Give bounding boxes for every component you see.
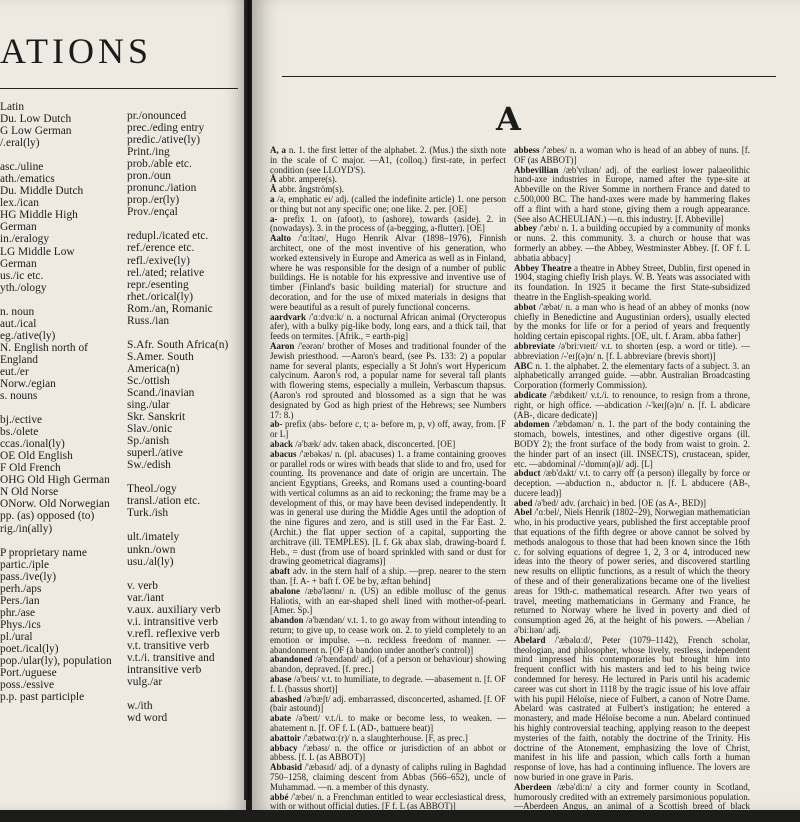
entry-definition: /'æbdəmən/ n. 1. the part of the body containing the stomach, bowels, intestines, and other digestive organs (ill. BODY 2); the front surface of the body from waist to groin. 2. the hinder part of an insect (ill. INSECTS), crustacean, spider, etc. —abdominal /-'dɒmɪn(ə)l/ adj. [L] (514, 419, 750, 469)
entry-headword: abbot (514, 301, 537, 312)
abbreviation-line: v.i. intransitive verb (127, 615, 218, 628)
abbreviation-line: v. verb (127, 579, 158, 592)
abbreviation-line: superl./ative (127, 447, 183, 460)
entry-headword: aback (270, 438, 294, 449)
entry-definition: /'æbes/ n. a woman who is head of an abbey of nuns. [f. OF (as ABBOT)] (514, 145, 750, 165)
dictionary-entry (514, 391, 750, 420)
abbreviation-line: asc./uline (0, 161, 44, 174)
left-page (0, 0, 246, 810)
entry-headword: abase (270, 674, 292, 685)
abbreviation-line: pop./ular(ly), population (0, 654, 112, 667)
entry-headword: Abel (514, 507, 532, 518)
entry-definition: /ə'bændən/ v.t. 1. to go away from without intending to return; to give up, to cease work on. 2. to yield completely to an emotion or impulse. —n. reckless freedom of manner. —abandonment n. [OF (à bandon under another's control)] (270, 615, 506, 655)
abbreviation-line (0, 149, 112, 161)
entry-headword: A, a (270, 145, 287, 155)
entry-headword: a (270, 193, 275, 204)
dictionary-column-1 (270, 146, 506, 812)
abbreviation-line: intransitive verb (127, 663, 202, 676)
abbreviation-line: Russ./ian (127, 314, 170, 327)
abbreviation-line: ath./ematics (0, 173, 55, 186)
entry-definition: prefix (abs- before c, t; a- before m, p, v) off, away, from. [F or L] (270, 419, 506, 440)
abbreviation-line: America(n) (127, 362, 180, 375)
dictionary-entry (514, 420, 750, 469)
entry-definition: /'ɑːbel/, Niels Henrik (1802–29), Norwegian mathematician who, in his productive years, published the first acceptable proof that equations of the fifth degree or above cannot be solved by methods analogous to those that had been known since the 16th c. for solving equations of degree 1, 2, 3 or 4, introduced new ideas into the theory of power series, and discovered startling new results on elliptic functions, as a result of which the theory of these and of their generalizations became one of the liveliest areas for 19th-c. mathematical research. After two years of travel, meeting mathematicians in Germany and France, he returned to Norway where he lived in poverty and died of consumption aged 26, at the height of his powers. —Abelian /ə'biːlɪən/ adj. (514, 507, 750, 636)
abbreviation-line: Rom./an, Romanic (127, 302, 213, 315)
dictionary-entry (270, 763, 506, 792)
abbreviation-line: LG Middle Low (0, 245, 75, 258)
abbreviation-line: F Old French (0, 462, 61, 475)
abbreviation-line: ONorw. Old Norwegian (0, 498, 110, 511)
abbreviation-line: repr./esenting (127, 278, 189, 291)
abbreviation-line (0, 294, 112, 306)
abbreviation-line: yth./ology (0, 281, 47, 294)
dictionary-entry (270, 587, 506, 616)
entry-headword: abate (270, 713, 291, 724)
entry-definition: /æb'dʌkt/ v.t. to carry off (a person) illegally by force or deception. —abduction n., abductor n. [f. L abducere (AB-, ducere lead)] (514, 468, 750, 498)
entry-definition: /'æbəsɪ/ n. the office or jurisdiction of an abbot or abbess. [f. L (as ABBOT)] (270, 742, 506, 763)
dictionary-column-2 (514, 146, 750, 822)
entry-headword: abandon (270, 615, 304, 626)
dictionary-entry (270, 195, 506, 215)
abbreviation-line: pronunc./iation (127, 182, 197, 195)
dictionary-entry (514, 469, 750, 498)
dictionary-entry (514, 636, 750, 783)
abbreviation-line: S.Amer. South (127, 350, 194, 363)
abbreviation-line: partic./iple (0, 558, 50, 571)
entry-headword: abattoir (270, 732, 301, 743)
abbreviation-line: Latin (0, 101, 25, 113)
abbreviation-line: P proprietary name (0, 546, 87, 559)
entry-headword: Abbasid (270, 762, 303, 773)
abbreviation-line: /.eral(ly) (0, 137, 40, 150)
entry-definition: /'æbeɪ/ n. a Frenchman entitled to wear ecclesiastical dress, with or without official duties. [F f. L (as ABBOT)] (270, 791, 506, 812)
dictionary-entry (270, 695, 506, 715)
abbreviation-line: n. noun (0, 305, 35, 318)
abbreviation-line: Du. Middle Dutch (0, 185, 84, 198)
entry-definition: /'ɑːltəʊ/, Hugo Henrik Alvar (1898–1976), Finnish architect, one of the most inventive of his generation, who worked extensively in Europe and America as well as in Finland, where he was responsible for the design of a number of public buildings. He is notable for his expressive and inventive use of timber (Finland's basic building material) for structure and decoration, and for the use of mixed materials in designs that were beautiful as a result of purely functional concerns. (270, 233, 506, 312)
entry-headword: Abbey Theatre (514, 262, 572, 273)
abbreviation-line: prob./able etc. (127, 158, 192, 171)
abbreviation-line: pron./oun (127, 170, 171, 183)
abbreviation-line: Print./ing (127, 146, 170, 159)
entry-definition: /'eərən/ brother of Moses and traditional founder of the Jewish priesthood. —Aaron's beard, (see Ps. 133: 2) a popular name for several plants, especially a St John's wort Hypericum calycinum. Aaron's rod, a popular name for several tall plants with flowering stems, especially a mullein, Verbascum thapsus. (Aaron's rod sprouted and blossomed as a sign that he was designated by God as high priest of the Hebrews; see Numbers 17: 8.) (270, 340, 506, 420)
abbreviation-line: pr./onounced (127, 110, 187, 122)
abbreviation-line: pp. (as) opposed (to) (0, 510, 95, 523)
entry-definition: /'ɑːdvɑːk/ n. a nocturnal African animal (Orycteropus afer), with a bulky pig-like body, long ears, and a thick tail, that feeds on termites. [Afrik., = earth-pig] (270, 311, 506, 342)
abbreviations-column-1 (0, 101, 112, 703)
abbreviation-line: Pers./ian (0, 594, 40, 607)
entry-definition: /'æbət/ n. a man who is head of an abbey of monks (now chiefly in Benedictine and Augustinian orders), usually elected by the monks for life or for a period of years and frequently holding certain episcopal rights. [OE, ult. f. Aram. abba father] (514, 301, 750, 342)
dictionary-entry (514, 303, 750, 342)
entry-headword: ABC (514, 360, 534, 371)
entry-headword: abdicate (514, 389, 547, 400)
abbreviation-line (127, 568, 228, 580)
dictionary-entry (270, 616, 506, 655)
left-page-rule (0, 88, 238, 89)
abbreviation-line: Norw./egian (0, 377, 56, 390)
abbreviation-line: N. English north of (0, 341, 88, 354)
abbreviation-line: poet./ical(ly) (0, 642, 59, 655)
abbreviation-line: prop./er(ly) (127, 194, 180, 207)
abbreviation-line: aut./ical (0, 317, 37, 330)
abbreviation-line: G Low German (0, 125, 72, 138)
entry-definition: /ə, emphatic eɪ/ adj. (called the indefinite article) 1. one person or thing but not any specific one; one like. 2. per. [OE] (270, 193, 506, 214)
dictionary-entry (270, 313, 506, 342)
abbreviation-line: prec./eding entry (127, 122, 205, 135)
abbreviation-line: s. nouns (0, 390, 38, 403)
abbreviation-line: Du. Low Dutch (0, 113, 72, 126)
dictionary-entry (270, 342, 506, 420)
abbreviation-line: Prov./ençal (127, 206, 178, 219)
abbreviation-line: Skr. Sanskrit (127, 411, 186, 424)
abbreviation-line: phr./ase (0, 606, 36, 619)
abbreviation-line: w./ith (127, 700, 153, 713)
entry-headword: abbess (514, 145, 540, 155)
entry-definition: /'æbəsɪd/ adj. of a dynasty of caliphs ruling in Baghdad 750–1258, claiming descent from Abbas (566–652), uncle of Muhammad. —n. a member of this dynasty. (270, 762, 506, 792)
entry-headword: Å (270, 174, 277, 185)
entry-headword: abbé (270, 791, 289, 802)
abbreviation-line: lex./ican (0, 197, 39, 210)
abbreviation-line: N Old Norse (0, 486, 59, 499)
entry-headword: abdomen (514, 419, 550, 430)
abbreviation-line: ref./erence etc. (127, 242, 195, 255)
abbreviation-line: bs./olete (0, 426, 39, 439)
abbreviation-line: bj./ective (0, 414, 43, 427)
abbreviation-line: pl./ural (0, 630, 33, 643)
abbreviation-line: England (0, 353, 38, 366)
entry-definition: a theatre in Abbey Street, Dublin, first opened in 1904, staging chiefly Irish plays. W. B. Yeats was associated with its foundation. In 1925 it became the first State-subsidized theatre in the English-speaking world. (514, 262, 750, 302)
dictionary-entry (514, 783, 750, 822)
entry-headword: ab- (270, 419, 283, 430)
entry-headword: abandoned (270, 654, 313, 665)
dictionary-entry (270, 450, 506, 568)
abbreviation-line: HG Middle High (0, 209, 78, 222)
entry-headword: abbey (514, 223, 538, 234)
entry-definition: prefix 1. on (afoot), to (ashore), towards (aside). 2. in (nowadays). 3. in the process of (a-begging, a-flutter). [OE] (270, 213, 506, 234)
abbreviation-line: in./eralogy (0, 233, 50, 246)
abbreviation-line (0, 535, 112, 547)
abbreviation-line (127, 471, 228, 483)
entry-definition: n. 1. the alphabet. 2. the elementary facts of a subject. 3. an alphabetically arranged guide. —abbr. Australian Broadcasting Corporation (formerly Commission). (514, 360, 750, 391)
entry-headword: Aberdeen (514, 781, 552, 792)
entry-headword: abalone (270, 585, 301, 596)
abbreviation-line: Slav./onic (127, 423, 173, 436)
abbreviation-line: S.Afr. South Africa(n) (127, 338, 229, 351)
abbreviation-line: wd word (127, 712, 168, 725)
abbreviation-line: unkn./own (127, 543, 176, 556)
entry-definition: abbr. ångström(s). (276, 184, 344, 195)
abbreviation-line: ccas./ional(ly) (0, 438, 65, 451)
abbreviation-line: Sw./edish (127, 459, 171, 472)
entry-definition: /æbə'ləʊnɪ/ n. (US) an edible mollusc of the genus Haliotis, with an ear-shaped shell lined with mother-of-pearl. [Amer. Sp.] (270, 585, 506, 616)
abbreviation-line: p.p. past participle (0, 691, 85, 704)
abbreviation-line: Turk./ish (127, 507, 169, 520)
abbreviation-line: v.t. transitive verb (127, 639, 210, 652)
abbreviation-line: redupl./icated etc. (127, 230, 209, 243)
abbreviation-line (127, 519, 228, 531)
abbreviation-line: refl./exive(ly) (127, 254, 190, 267)
abbreviation-line: v.aux. auxiliary verb (127, 603, 221, 616)
entry-headword: abbacy (270, 742, 298, 753)
abbreviation-line: predic./ative(ly) (127, 134, 201, 147)
dictionary-entry (514, 264, 750, 303)
dictionary-entry (270, 234, 506, 312)
entry-definition: /ə'bed/ adv. (archaic) in bed. [OE (as A-, BED)] (532, 497, 706, 508)
entry-definition: /ə'bæk/ adv. taken aback, disconcerted. [OE] (293, 438, 456, 449)
entry-definition: abbr. ampere(s). (276, 174, 337, 185)
entry-definition: /'æbətwɑː(r)/ n. a slaughterhouse. [F, as prec.] (301, 732, 468, 743)
abbreviation-line: rig./in(ally) (0, 522, 53, 535)
abbreviation-line: Theol./ogy (127, 483, 177, 496)
dictionary-entry (270, 655, 506, 675)
dictionary-entry (514, 508, 750, 635)
dictionary-entry (270, 215, 506, 235)
entry-headword: Abbevillian (514, 164, 559, 175)
entry-headword: abashed (270, 693, 302, 704)
abbreviation-line (0, 402, 112, 414)
entry-definition: /ə'bæʃt/ adj. embarrassed, disconcerted, ashamed. [f. OF (bair astound)] (270, 693, 506, 714)
dictionary-entry (270, 675, 506, 695)
entry-headword: abacus (270, 448, 297, 459)
dictionary-entry (270, 793, 506, 813)
entry-definition: /æbə'diːn/ a city and former county in Scotland, humorously credited with an extremely parsimonious population. —Aberdeen Angus, an animal of a Scottish breed of black hornless cattle. —Aberdonian /-'dəʊnɪən/ adj. & n. (514, 781, 750, 822)
abbreviation-line: v.refl. reflexive verb (127, 627, 220, 640)
entry-definition: /'æbdɪkeɪt/ v.t./i. to renounce, to resign from a throne, right, or high office. —abdication /-'keɪʃ(ə)n/ n. [f. L abdicare (AB-, dicare dedicate)] (514, 389, 750, 420)
abbreviation-line: eut./er (0, 365, 29, 378)
abbreviation-line: usu./al(ly) (127, 555, 174, 568)
entry-headword: abbreviate (514, 340, 555, 351)
abbreviation-line: poss./essive (0, 679, 55, 692)
entry-definition: /æb'vɪlɪən/ adj. of the earliest lower palaeolithic hand-axe industries in Europe, named after the type-site at Abbeville on the River Somme in northern France and dated to c.500,000 BC. The hand-axes were made by hammering flakes off a flint with a hard stone, giving them a rough appearance. (See also ACHEULIAN.) —n. this industry. [f. Abbeville] (514, 164, 750, 224)
abbreviation-line: var./iant (127, 591, 165, 604)
dictionary-entry (270, 146, 506, 175)
dictionary-entry (270, 744, 506, 764)
entry-definition: /ə'briːvɪeɪt/ v.t. to shorten (esp. a word or title). —abbreviation /-'eɪʃ(ə)n/ n. [f. L abbreviare (brevis short)] (514, 340, 750, 361)
abbreviation-line: German (0, 257, 37, 270)
entry-headword: aardvark (270, 311, 306, 322)
dictionary-entry (514, 342, 750, 362)
entry-headword: Å (270, 184, 277, 195)
abbreviation-line (127, 218, 228, 230)
entry-headword: Abelard (514, 634, 546, 645)
abbreviation-line: ult./imately (127, 531, 180, 544)
dictionary-entry (514, 146, 750, 166)
abbreviation-line: Phys./ics (0, 618, 41, 631)
abbreviation-line (127, 327, 228, 339)
abbreviation-line (127, 688, 228, 700)
abbreviation-line: vulg./ar (127, 675, 163, 688)
abbreviation-line: eg./ative(ly) (0, 329, 56, 342)
entry-definition: /ə'beɪt/ v.t./i. to make or become less, to weaken. —abatement n. [f. OF f. L (AD-, battuere beat)] (270, 713, 506, 734)
dictionary-entry (270, 714, 506, 734)
dictionary-entry (514, 166, 750, 225)
abbreviation-line: us./ic etc. (0, 269, 44, 282)
entry-headword: abduct (514, 468, 541, 479)
abbreviation-line: transl./ation etc. (127, 495, 201, 508)
dictionary-entry (514, 224, 750, 263)
abbreviation-line: sing./ular (127, 399, 170, 412)
dictionary-entry (514, 362, 750, 391)
abbreviation-line: German (0, 221, 37, 234)
dictionary-entry (270, 420, 506, 440)
entry-definition: /'æbəlɑːd/, Peter (1079–1142), French scholar, theologian, and philosopher, whose lively, restless, independent mind impressed his contemporaries but brought him into frequent conflict with his masters and led to his being twice condemned for heresy. He lectured in Paris until his academic career was cut short in 1118 by the tragic issue of his love affair with his pupil Héloïse, niece of Fulbert, a canon of Notre Dame. Abelard was castrated at Fulbert's instigation; he entered a monastery, and made Héloïse become a nun. Abelard continued his highly controversial teaching, applying reason to the deepest mysteries of the faith, notably the doctrine of the Trinity. His doctrine of the Atonement, emphasizing the love of Christ, manifest in his life and passion, which calls forth a human response of love, has had a continuing influence. The lovers are now buried in one grave in Paris. (514, 634, 750, 782)
entry-headword: Aalto (270, 233, 291, 244)
abbreviation-line: Sc./ottish (127, 374, 170, 387)
abbreviation-line: Sp./anish (127, 435, 170, 448)
entry-headword: a- (270, 213, 278, 224)
abbreviation-line: pass./ive(ly) (0, 570, 56, 583)
abbreviation-line: v.t./i. transitive and (127, 651, 215, 664)
entry-headword: abed (514, 497, 533, 508)
abbreviation-line: perh./aps (0, 582, 42, 595)
entry-definition: n. 1. the first letter of the alphabet. 2. (Mus.) the sixth note in the scale of C major. —A1, (colloq.) first-rate, in perfect condition (see LLOYD'S). (270, 145, 507, 175)
abbreviation-line: Port./uguese (0, 667, 57, 680)
right-page-rule (282, 76, 776, 77)
abbreviation-line: rhet./orical(ly) (127, 290, 194, 303)
entry-headword: abaft (270, 566, 290, 577)
left-page-title: ATIONS (0, 31, 153, 71)
abbreviation-line: OHG Old High German (0, 474, 110, 487)
abbreviation-line: OE Old English (0, 450, 73, 463)
entry-definition: /'æbəkəs/ n. (pl. abacuses) 1. a frame containing grooves or parallel rods or wires with beads that slide to and fro, used for counting. Its provenance and date of origin are uncertain. The ancient Egyptians, Greeks, and Romans used a counting-board with vertical columns as an aid to reckoning; the frame may be a development of this, or may have been devised independently. It was in general use during the Middle Ages until the adoption of the nine figures and zero, and is still used in the Far East. 2. (Archit.) the flat upper section of a capital, supporting the architrave (ill. TEMPLES). [L f. Gk abax slab, drawing-board f. Heb., = dust (from use of board sprinkled with sand or dust for drawing geometrical diagrams)] (270, 448, 506, 567)
dictionary-entry (270, 567, 506, 587)
entry-definition: adv. in the stern half of a ship. —prep. nearer to the stern than. [f. A- + baft f. OE be by, æftan behind] (270, 566, 506, 587)
abbreviation-line: rel./ated; relative (127, 266, 205, 279)
abbreviation-line: Scand./inavian (127, 386, 195, 399)
section-letter: A (496, 100, 521, 138)
entry-definition: /'æbɪ/ n. 1. a building occupied by a community of monks or nuns. 2. this community. 3. a church or house that was formerly an abbey. —the Abbey, Westminster Abbey. [f. OF f. L abbatia abbacy] (514, 223, 750, 263)
entry-headword: Aaron (270, 340, 295, 351)
entry-definition: /ə'beɪs/ v.t. to humiliate, to degrade. —abasement n. [f. OF f. L (bassus short)] (270, 674, 506, 694)
entry-definition: /ə'bændənd/ adj. (of a person or behaviour) showing abandon, depraved. [f. prec.] (270, 654, 506, 675)
abbreviations-column-2 (127, 110, 228, 724)
